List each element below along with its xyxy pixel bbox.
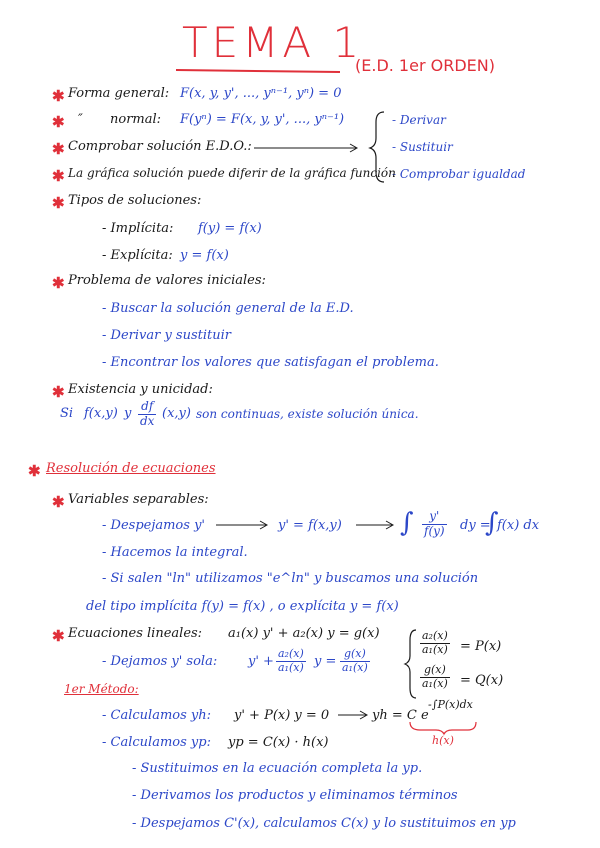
int-numerator: y' xyxy=(422,510,447,525)
variables-label: Variables separables: xyxy=(68,492,209,507)
section-heading: Resolución de ecuaciones xyxy=(46,461,216,476)
dejamos-eq-b: y = xyxy=(314,654,337,669)
bullet-star-icon: ✱ xyxy=(52,493,65,511)
existencia-rest: son continuas, existe solución única. xyxy=(196,407,419,421)
frac-num: a₂(x) xyxy=(278,647,304,660)
bullet-star-icon: ✱ xyxy=(52,113,65,131)
problema-step: - Buscar la solución general de la E.D. xyxy=(102,301,354,316)
sub-step: - Sustituimos en la ecuación completa la yp. xyxy=(132,761,423,776)
p-label: = P(x) xyxy=(460,639,502,654)
normal-label: normal: xyxy=(110,112,162,127)
df-numerator: df xyxy=(138,400,156,415)
hacemos-step: - Hacemos la integral. xyxy=(102,545,248,560)
bullet-star-icon: ✱ xyxy=(52,383,65,401)
q-label: = Q(x) xyxy=(460,673,504,688)
tipos-label: Tipos de soluciones: xyxy=(68,193,202,208)
brace-item-derivar: - Derivar xyxy=(392,113,446,127)
grafica-label: La gráfica solución puede diferir de la gráfica función xyxy=(68,166,396,180)
bullet-star-icon: ✱ xyxy=(52,627,65,645)
dejamos-eq-a: y' + xyxy=(248,654,274,669)
frac-num: g(x) xyxy=(420,664,450,678)
integral-sign-rhs: ∫ xyxy=(485,508,499,538)
problema-step: - Derivar y sustituir xyxy=(102,328,231,343)
si-salen-line2: del tipo implícita f(y) = f(x) , o explícita y = f(x) xyxy=(86,599,399,614)
yh-equation: y' + P(x) y = 0 xyxy=(234,708,330,723)
bullet-star-icon: ✱ xyxy=(52,140,65,158)
metodo-label: 1er Método: xyxy=(64,682,139,696)
despejamos-step: - Despejamos y' xyxy=(102,518,205,533)
frac-den: a₁(x) xyxy=(422,642,448,656)
bullet-star-icon: ✱ xyxy=(52,274,65,292)
yprime-equation: y' = f(x,y) xyxy=(278,518,342,533)
explicita-label: - Explícita: xyxy=(102,248,173,263)
arrow-right-icon xyxy=(216,521,267,529)
curly-brace-icon xyxy=(370,112,384,182)
existencia-args: (x,y) xyxy=(162,406,191,421)
page-subtitle: (E.D. 1er ORDEN) xyxy=(355,56,495,75)
brace-item-sustituir: - Sustituir xyxy=(392,140,453,154)
brace-item-comprobar: - Comprobar igualdad xyxy=(392,167,526,181)
title-underline xyxy=(176,70,340,72)
frac-den: a₁(x) xyxy=(342,660,368,674)
yp-equation: yp = C(x) · h(x) xyxy=(228,735,329,750)
curly-brace-icon xyxy=(405,630,416,698)
yh-result: yh = C e xyxy=(372,708,429,723)
arrow-right-icon xyxy=(356,521,393,529)
implicita-label: - Implícita: xyxy=(102,221,174,236)
dejamos-step: - Dejamos y' sola: xyxy=(102,654,218,669)
integral-rhs: f(x) dx xyxy=(497,518,540,533)
problema-label: Problema de valores iniciales: xyxy=(68,273,266,288)
section-star-icon: ✱ xyxy=(28,462,41,480)
bullet-star-icon: ✱ xyxy=(52,194,65,212)
yh-exponent: -∫P(x)dx xyxy=(428,698,473,711)
problema-step: - Encontrar los valores que satisfagan el problema. xyxy=(102,355,439,370)
existencia-f: f(x,y) xyxy=(84,406,118,421)
forma-general-equation: F(x, y, y', ..., yⁿ⁻¹, yⁿ) = 0 xyxy=(180,86,342,101)
sub-step: - Despejamos C'(x), calculamos C(x) y lo sustituimos en yp xyxy=(132,816,516,831)
explicita-equation: y = f(x) xyxy=(180,248,229,263)
frac-den: a₁(x) xyxy=(422,676,448,690)
calculamos-yp: - Calculamos yp: xyxy=(102,735,211,750)
bullet-star-icon: ✱ xyxy=(52,87,65,105)
arrow-right-icon xyxy=(254,144,357,152)
implicita-equation: f(y) = f(x) xyxy=(198,221,262,236)
integral-sign: ∫ xyxy=(400,508,414,538)
h-label: h(x) xyxy=(432,734,454,747)
ditto-mark: ″ xyxy=(78,112,83,127)
frac-num: g(x) xyxy=(340,648,370,662)
dx-denominator: dx xyxy=(140,413,155,428)
forma-general-label: Forma general: xyxy=(68,86,170,101)
underbrace-icon xyxy=(410,722,476,734)
lineales-equation: a₁(x) y' + a₂(x) y = g(x) xyxy=(228,626,380,641)
normal-equation: F(yⁿ) = F(x, y, y', ..., yⁿ⁻¹) xyxy=(180,112,345,127)
bullet-star-icon: ✱ xyxy=(52,167,65,185)
calculamos-yh: - Calculamos yh: xyxy=(102,708,211,723)
existencia-label: Existencia y unicidad: xyxy=(68,382,213,397)
si-salen-line1: - Si salen "ln" utilizamos "e^ln" y buscamos una solución xyxy=(102,571,479,586)
lineales-label: Ecuaciones lineales: xyxy=(68,626,203,641)
page-title: TEMA 1 xyxy=(182,18,364,67)
comprobar-label: Comprobar solución E.D.O.: xyxy=(68,139,252,154)
int-denominator: f(y) xyxy=(424,523,445,538)
frac-num: a₂(x) xyxy=(422,629,448,642)
frac-den: a₁(x) xyxy=(278,660,304,674)
existencia-y: y xyxy=(124,406,132,421)
existencia-si: Si xyxy=(60,406,74,421)
arrow-right-icon xyxy=(338,711,367,719)
integral-dy: dy = xyxy=(460,518,491,533)
sub-step: - Derivamos los productos y eliminamos términos xyxy=(132,788,458,803)
